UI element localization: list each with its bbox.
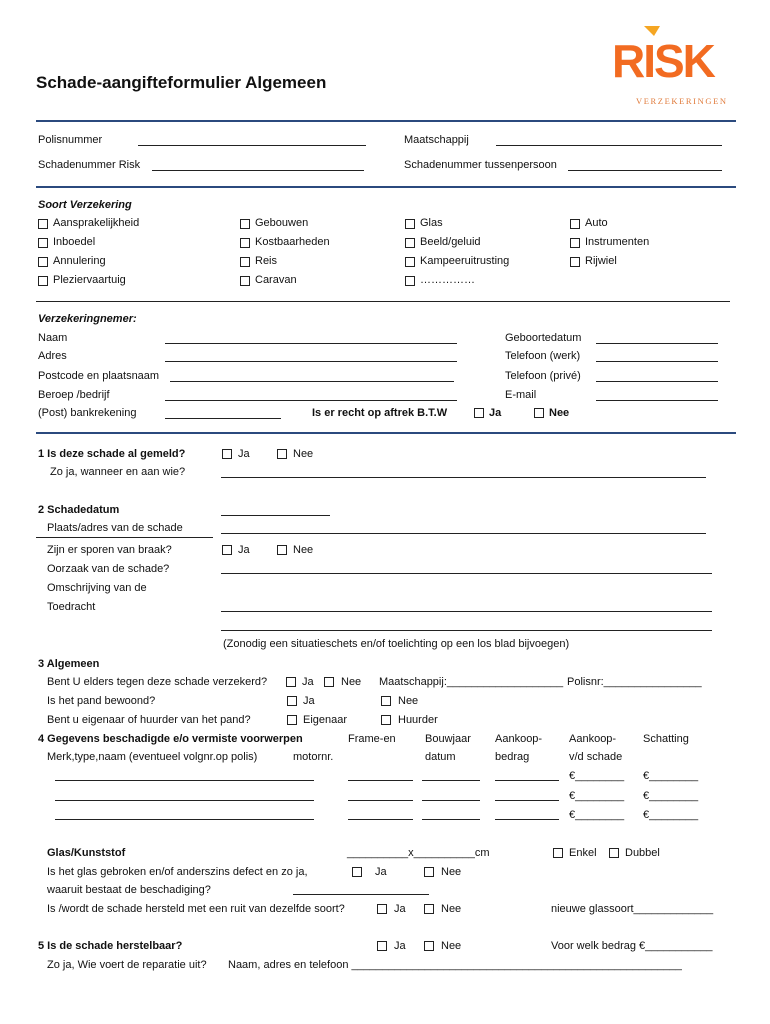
s3-polisnr-field[interactable]: Polisnr:________________ <box>567 676 702 688</box>
label-auto: Auto <box>585 217 608 229</box>
plaats-label: Plaats/adres van de schade <box>47 522 183 534</box>
schatting-header: Schatting <box>643 733 689 745</box>
glas-q2-nee-checkbox[interactable] <box>424 904 434 914</box>
s1-nee-checkbox[interactable] <box>277 449 287 459</box>
label-kampeeruitrusting: Kampeeruitrusting <box>420 255 510 267</box>
s1-ja-checkbox[interactable] <box>222 449 232 459</box>
aankoopbedrag-header-2: bedrag <box>495 751 530 763</box>
glas-size-field[interactable]: __________x__________cm <box>347 847 490 859</box>
enkel-label: Enkel <box>569 847 597 859</box>
glas-q1-ja-label: Ja <box>375 866 387 878</box>
checkbox-gebouwen[interactable] <box>240 219 250 229</box>
huurder-checkbox[interactable] <box>381 715 391 725</box>
btw-question: Is er recht op aftrek B.T.W <box>312 407 448 419</box>
naam-label: Naam <box>38 332 68 344</box>
adres-label: Adres <box>38 350 67 362</box>
item-3-aankoopbedrag-field[interactable] <box>495 819 559 820</box>
s3-heading: 3 Algemeen <box>38 658 100 670</box>
motornr-header: motornr. <box>293 751 334 763</box>
checkbox-kampeeruitrusting[interactable] <box>405 257 415 267</box>
sporen-nee-checkbox[interactable] <box>277 545 287 555</box>
dubbel-checkbox[interactable] <box>609 848 619 858</box>
item-2-bouwjaar-field[interactable] <box>422 800 480 801</box>
checkbox-auto[interactable] <box>570 219 580 229</box>
item-2-schatting-field[interactable]: €________ <box>643 790 699 802</box>
item-3-aankoopschade-field[interactable]: €________ <box>569 809 625 821</box>
sporen-nee-label: Nee <box>293 544 314 556</box>
item-3-bouwjaar-field[interactable] <box>422 819 480 820</box>
item-3-merk-field[interactable] <box>55 819 314 820</box>
item-1-aankoopbedrag-field[interactable] <box>495 780 559 781</box>
header-rule <box>36 120 736 122</box>
s1-wanneer-field[interactable] <box>221 477 706 478</box>
item-3-schatting-field[interactable]: €________ <box>643 809 699 821</box>
glas-q2-label: Is /wordt de schade hersteld met een ruit van dezelfde soort? <box>47 903 345 915</box>
s3-maatschappij-field[interactable]: Maatschappij:___________________ <box>379 676 564 688</box>
soort-heading: Soort Verzekering <box>38 199 132 211</box>
glas-heading: Glas/Kunststof <box>47 847 126 859</box>
s5-heading: 5 Is de schade herstelbaar? <box>38 940 183 952</box>
page-title: Schade-aangifteformulier Algemeen <box>36 73 327 92</box>
polisnummer-field[interactable] <box>138 145 366 146</box>
telefoon-prive-label: Telefoon (privé) <box>505 370 581 382</box>
s5-nee-label: Nee <box>441 940 462 952</box>
s3-q1-ja-label: Ja <box>302 676 314 688</box>
label-pleziervaartuig: Pleziervaartuig <box>53 274 126 286</box>
geboortedatum-label: Geboortedatum <box>505 332 582 344</box>
s2-note: (Zonodig een situatieschets en/of toelichting op een los blad bijvoegen) <box>223 638 570 650</box>
s3-q1-nee-checkbox[interactable] <box>324 677 334 687</box>
item-3-frame-field[interactable] <box>348 819 413 820</box>
s3-q2-ja-checkbox[interactable] <box>287 696 297 706</box>
btw-nee-label: Nee <box>549 407 570 419</box>
enkel-checkbox[interactable] <box>553 848 563 858</box>
item-2-aankoopschade-field[interactable]: €________ <box>569 790 625 802</box>
herstel-bedrag-field[interactable]: Voor welk bedrag €___________ <box>551 940 713 952</box>
beschadiging-field[interactable] <box>293 894 429 895</box>
postcode-label: Postcode en plaatsnaam <box>38 370 160 382</box>
plaats-field[interactable] <box>221 533 706 534</box>
checkbox-aansprakelijkheid[interactable] <box>38 219 48 229</box>
checkbox-annulering[interactable] <box>38 257 48 267</box>
label-aansprakelijkheid: Aansprakelijkheid <box>53 217 140 229</box>
toedracht-label: Toedracht <box>47 601 96 613</box>
s2-divider <box>36 537 213 538</box>
s1-ja-label: Ja <box>238 448 250 460</box>
checkbox-kostbaarheden[interactable] <box>240 238 250 248</box>
schadedatum-field[interactable] <box>221 515 330 516</box>
glas-q2-nee-label: Nee <box>441 903 462 915</box>
s5-ja-checkbox[interactable] <box>377 941 387 951</box>
label-rijwiel: Rijwiel <box>585 255 617 267</box>
label-instrumenten: Instrumenten <box>585 236 650 248</box>
item-2-frame-field[interactable] <box>348 800 413 801</box>
s3-q1-ja-checkbox[interactable] <box>286 677 296 687</box>
checkbox-glas[interactable] <box>405 219 415 229</box>
frame-header: Frame-en <box>348 733 396 745</box>
oorzaak-label: Oorzaak van de schade? <box>47 563 170 575</box>
s3-q2-ja-label: Ja <box>303 695 315 707</box>
top-rule <box>36 186 736 188</box>
glas-q1b-label: waaruit bestaat de beschadiging? <box>47 884 211 896</box>
s3-q1-nee-label: Nee <box>341 676 362 688</box>
item-1-bouwjaar-field[interactable] <box>422 780 480 781</box>
glas-q2-ja-label: Ja <box>394 903 406 915</box>
maatschappij-label: Maatschappij <box>404 134 469 146</box>
item-2-aankoopbedrag-field[interactable] <box>495 800 559 801</box>
soort-divider <box>36 301 730 302</box>
schadenummer-field[interactable] <box>152 170 364 171</box>
label-overig: …………… <box>420 274 475 286</box>
reparateur-field[interactable]: Naam, adres en telefoon ______________________________________________________ <box>228 959 682 971</box>
huurder-label: Huurder <box>398 714 438 726</box>
tussenpersoon-label: Schadenummer tussenpersoon <box>404 159 557 171</box>
item-1-merk-field[interactable] <box>55 780 314 781</box>
telefoon-werk-label: Telefoon (werk) <box>505 350 581 362</box>
polisnummer-label: Polisnummer <box>38 134 103 146</box>
item-1-schatting-field[interactable]: €________ <box>643 770 699 782</box>
s4-heading: 4 Gegevens beschadigde e/o vermiste voorwerpen <box>38 733 303 745</box>
s1-heading: 1 Is deze schade al gemeld? <box>38 448 186 460</box>
email-field[interactable] <box>596 400 718 401</box>
s1-sub-label: Zo ja, wanneer en aan wie? <box>50 466 186 478</box>
checkbox-rijwiel[interactable] <box>570 257 580 267</box>
logo-word: RISK <box>612 35 714 87</box>
checkbox-inboedel[interactable] <box>38 238 48 248</box>
checkbox-reis[interactable] <box>240 257 250 267</box>
beroep-field[interactable] <box>165 400 457 401</box>
aankoopbedrag-header: Aankoop- <box>495 733 543 745</box>
eigenaar-checkbox[interactable] <box>287 715 297 725</box>
checkbox-instrumenten[interactable] <box>570 238 580 248</box>
s3-q2-nee-checkbox[interactable] <box>381 696 391 706</box>
toedracht-field-2[interactable] <box>221 630 712 631</box>
label-kostbaarheden: Kostbaarheden <box>255 236 330 248</box>
s3-q3-label: Bent u eigenaar of huurder van het pand? <box>47 714 251 726</box>
s3-q2-label: Is het pand bewoond? <box>47 695 156 707</box>
label-gebouwen: Gebouwen <box>255 217 309 229</box>
naam-field[interactable] <box>165 343 457 344</box>
tussenpersoon-field[interactable] <box>568 170 722 171</box>
label-inboedel: Inboedel <box>53 236 96 248</box>
aankoopschade-header: Aankoop- <box>569 733 617 745</box>
bouwjaar-header-2: datum <box>425 751 456 763</box>
telefoon-prive-field[interactable] <box>596 381 718 382</box>
s5-sub-label: Zo ja, Wie voert de reparatie uit? <box>47 959 207 971</box>
schadenummer-label: Schadenummer Risk <box>38 159 141 171</box>
glas-q1-nee-checkbox[interactable] <box>424 867 434 877</box>
sporen-label: Zijn er sporen van braak? <box>47 544 172 556</box>
glas-q1-ja-checkbox[interactable] <box>352 867 362 877</box>
s5-ja-label: Ja <box>394 940 406 952</box>
oorzaak-field[interactable] <box>221 573 712 574</box>
maatschappij-field[interactable] <box>496 145 722 146</box>
toedracht-field-1[interactable] <box>221 611 712 612</box>
item-1-frame-field[interactable] <box>348 780 413 781</box>
item-2-merk-field[interactable] <box>55 800 314 801</box>
adres-field[interactable] <box>165 361 457 362</box>
s5-nee-checkbox[interactable] <box>424 941 434 951</box>
btw-ja-label: Ja <box>489 407 502 419</box>
omschrijving-label: Omschrijving van de <box>47 582 147 594</box>
s3-q1-label: Bent U elders tegen deze schade verzekerd? <box>47 676 268 688</box>
s1-nee-label: Nee <box>293 448 314 460</box>
eigenaar-label: Eigenaar <box>303 714 348 726</box>
item-1-aankoopschade-field[interactable]: €________ <box>569 770 625 782</box>
label-beeld-geluid: Beeld/geluid <box>420 236 481 248</box>
s3-q2-nee-label: Nee <box>398 695 419 707</box>
btw-ja-checkbox[interactable] <box>474 408 484 418</box>
checkbox-caravan[interactable] <box>240 276 250 286</box>
merk-header: Merk,type,naam (eventueel volgnr.op polis) <box>47 751 258 763</box>
nieuwe-glassoort-field[interactable]: nieuwe glassoort_____________ <box>551 903 714 915</box>
vn-heading: Verzekeringnemer: <box>38 313 137 325</box>
glas-q2-ja-checkbox[interactable] <box>377 904 387 914</box>
label-caravan: Caravan <box>255 274 297 286</box>
vn-rule <box>36 432 736 434</box>
label-reis: Reis <box>255 255 278 267</box>
bankrekening-label: (Post) bankrekening <box>38 407 137 419</box>
sporen-ja-label: Ja <box>238 544 250 556</box>
glas-q1-label: Is het glas gebroken en/of anderszins defect en zo ja, <box>47 866 308 878</box>
checkbox-pleziervaartuig[interactable] <box>38 276 48 286</box>
label-glas: Glas <box>420 217 443 229</box>
label-annulering: Annulering <box>53 255 106 267</box>
logo-subtitle: VERZEKERINGEN <box>636 96 728 106</box>
aankoopschade-header-2: v/d schade <box>569 751 623 763</box>
dubbel-label: Dubbel <box>625 847 660 859</box>
checkbox-beeld-geluid[interactable] <box>405 238 415 248</box>
bankrekening-field[interactable] <box>165 418 281 419</box>
geboortedatum-field[interactable] <box>596 343 718 344</box>
beroep-label: Beroep /bedrijf <box>38 389 110 401</box>
postcode-field[interactable] <box>170 381 454 382</box>
sporen-ja-checkbox[interactable] <box>222 545 232 555</box>
s2-heading: 2 Schadedatum <box>38 504 120 516</box>
glas-q1-nee-label: Nee <box>441 866 462 878</box>
bouwjaar-header: Bouwjaar <box>425 733 471 745</box>
email-label: E-mail <box>505 389 537 401</box>
checkbox-overig[interactable] <box>405 276 415 286</box>
telefoon-werk-field[interactable] <box>596 361 718 362</box>
btw-nee-checkbox[interactable] <box>534 408 544 418</box>
